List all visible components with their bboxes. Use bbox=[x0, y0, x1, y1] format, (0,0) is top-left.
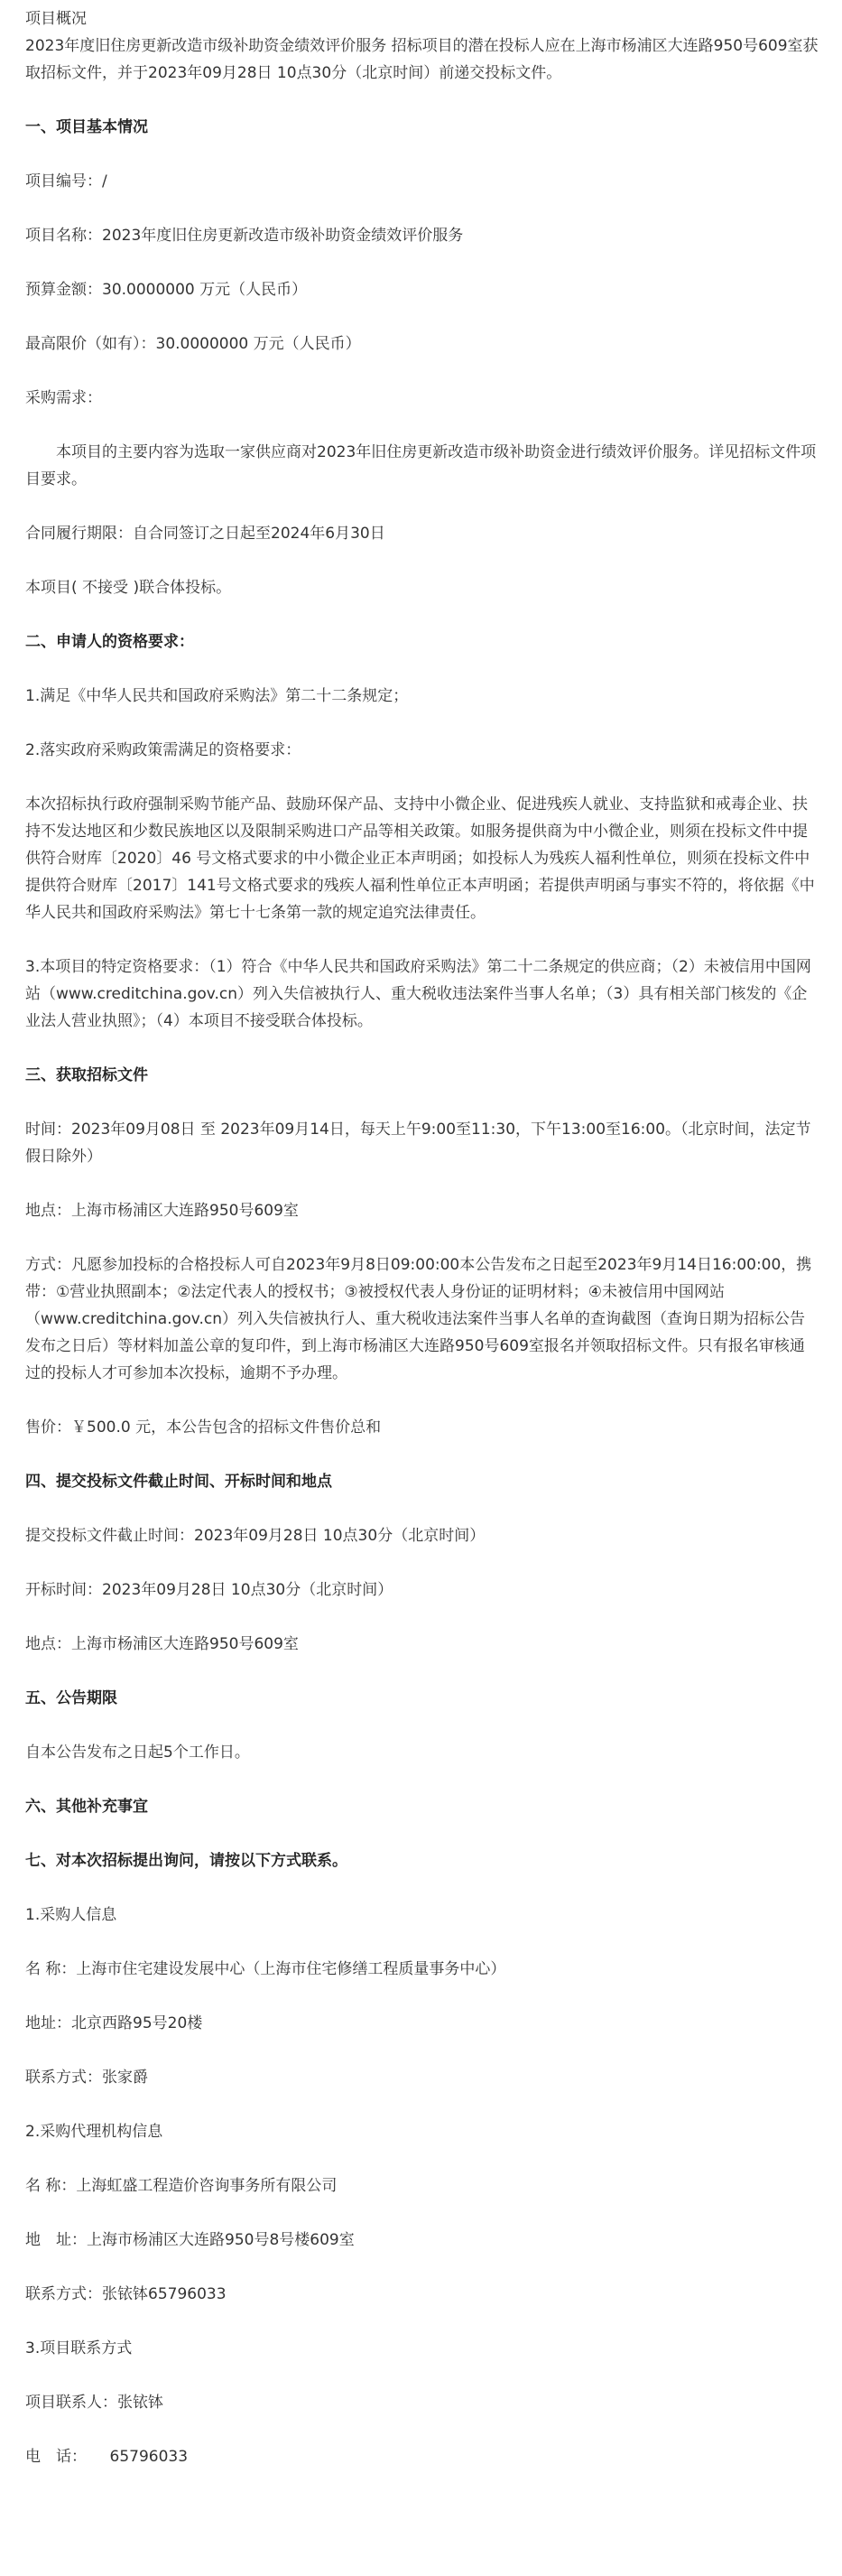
submission-deadline: 提交投标文件截止时间：2023年09月28日 10点30分（北京时间） bbox=[25, 1527, 486, 1545]
obtain-place: 地点：上海市杨浦区大连路950号609室 bbox=[25, 1202, 299, 1220]
budget-amount: 预算金额：30.0000000 万元（人民币） bbox=[25, 281, 308, 299]
document-price: 售价：￥500.0 元，本公告包含的招标文件售价总和 bbox=[25, 1418, 382, 1437]
section2-title: 二、申请人的资格要求： bbox=[25, 633, 194, 651]
purchaser-name: 名 称：上海市住宅建设发展中心（上海市住宅修缮工程质量事务中心） bbox=[25, 1960, 506, 1978]
overview-text: 2023年度旧住房更新改造市级补助资金绩效评价服务 招标项目的潜在投标人应在上海市杨浦区大连路950号609室获取招标文件，并于2023年09月28日 10点30分（北京时间）前递交投标文件。 bbox=[25, 37, 819, 82]
policy-text: 本次招标执行政府强制采购节能产品、鼓励环保产品、支持中小微企业、促进残疾人就业、支持监狱和戒毒企业、扶持不发达地区和少数民族地区以及限制采购进口产品等相关政策。如服务提供商为中小微企业，则须在投标文件中提供符合财库〔2020〕46 号文格式要求的中小微企业正本声明函；如投标人为残疾人福利性单位，则须在投标文件中提供符合财库〔2017〕141号文格式要求的残疾人福利性单位正本声明函；若提供声明函与事实不符的，将依据《中华人民共和国政府采购法》第七十七条第一款的规定追究法律责任。 bbox=[25, 795, 815, 922]
procurement-requirement-label: 采购需求： bbox=[25, 389, 102, 407]
agency-heading: 2.采购代理机构信息 bbox=[25, 2123, 163, 2141]
qualification-item-3: 3.本项目的特定资格要求：（1）符合《中华人民共和国政府采购法》第二十二条规定的供应商；（2）未被信用中国网站（www.creditchina.gov.cn）列入失信被执行人、重大税收违法案件当事人名单；（3）具有相关部门核发的《企业法人营业执照》；（4）本项目不接受联合体投标。 bbox=[25, 958, 811, 1030]
section5-title: 五、公告期限 bbox=[25, 1689, 117, 1707]
section4-title: 四、提交投标文件截止时间、开标时间和地点 bbox=[25, 1473, 332, 1491]
max-price: 最高限价（如有）：30.0000000 万元（人民币） bbox=[25, 335, 361, 353]
opening-place: 地点：上海市杨浦区大连路950号609室 bbox=[25, 1635, 299, 1653]
project-contact-phone: 电 话： 65796033 bbox=[25, 2448, 189, 2466]
purchaser-heading: 1.采购人信息 bbox=[25, 1906, 117, 1924]
qualification-item-2: 2.落实政府采购政策需满足的资格要求： bbox=[25, 741, 301, 759]
section6-title: 六、其他补充事宜 bbox=[25, 1798, 148, 1816]
opening-time: 开标时间：2023年09月28日 10点30分（北京时间） bbox=[25, 1581, 393, 1599]
purchaser-address: 地址：北京西路95号20楼 bbox=[25, 2014, 203, 2032]
project-name: 项目名称：2023年度旧住房更新改造市级补助资金绩效评价服务 bbox=[25, 227, 464, 245]
obtain-time: 时间：2023年09月08日 至 2023年09月14日，每天上午9:00至11:30，下午13:00至16:00。（北京时间，法定节假日除外） bbox=[25, 1121, 811, 1166]
project-number: 项目编号：/ bbox=[25, 172, 107, 191]
contract-period: 合同履行期限：自合同签订之日起至2024年6月30日 bbox=[25, 525, 385, 543]
project-contact-heading: 3.项目联系方式 bbox=[25, 2339, 133, 2357]
announcement-period: 自本公告发布之日起5个工作日。 bbox=[25, 1744, 250, 1762]
section7-title: 七、对本次招标提出询问，请按以下方式联系。 bbox=[25, 1852, 347, 1870]
project-contact-person: 项目联系人：张铱钵 bbox=[25, 2394, 163, 2412]
agency-address: 地 址：上海市杨浦区大连路950号8号楼609室 bbox=[25, 2231, 355, 2249]
agency-name: 名 称：上海虹盛工程造价咨询事务所有限公司 bbox=[25, 2177, 338, 2195]
procurement-requirement-text: 本项目的主要内容为选取一家供应商对2023年旧住房更新改造市级补助资金进行绩效评价服务。详见招标文件项目要求。 bbox=[25, 443, 817, 488]
agency-contact: 联系方式：张铱钵65796033 bbox=[25, 2285, 227, 2303]
qualification-item-1: 1.满足《中华人民共和国政府采购法》第二十二条规定； bbox=[25, 687, 409, 705]
section1-title: 一、项目基本情况 bbox=[25, 118, 148, 136]
obtain-method: 方式：凡愿参加投标的合格投标人可自2023年9月8日09:00:00本公告发布之日起至2023年9月14日16:00:00，携带：①营业执照副本；②法定代表人的授权书；③被授权代表人身份证的证明材料；④未被信用中国网站（www.creditchina.gov.cn）列入失信被执行人、重大税收违法案件当事人名单的查询截图（查询日期为招标公告发布之日后）等材料加盖公章的复印件，到上海市杨浦区大连路950号609室报名并领取招标文件。只有报名审核通过的投标人才可参加本次投标，逾期不予办理。 bbox=[25, 1256, 812, 1382]
announcement-document bbox=[25, 5, 819, 2470]
consortium-note: 本项目( 不接受 )联合体投标。 bbox=[25, 579, 232, 597]
section3-title: 三、获取招标文件 bbox=[25, 1066, 148, 1084]
overview-heading: 项目概况 bbox=[25, 10, 87, 28]
purchaser-contact: 联系方式：张家爵 bbox=[25, 2069, 148, 2087]
